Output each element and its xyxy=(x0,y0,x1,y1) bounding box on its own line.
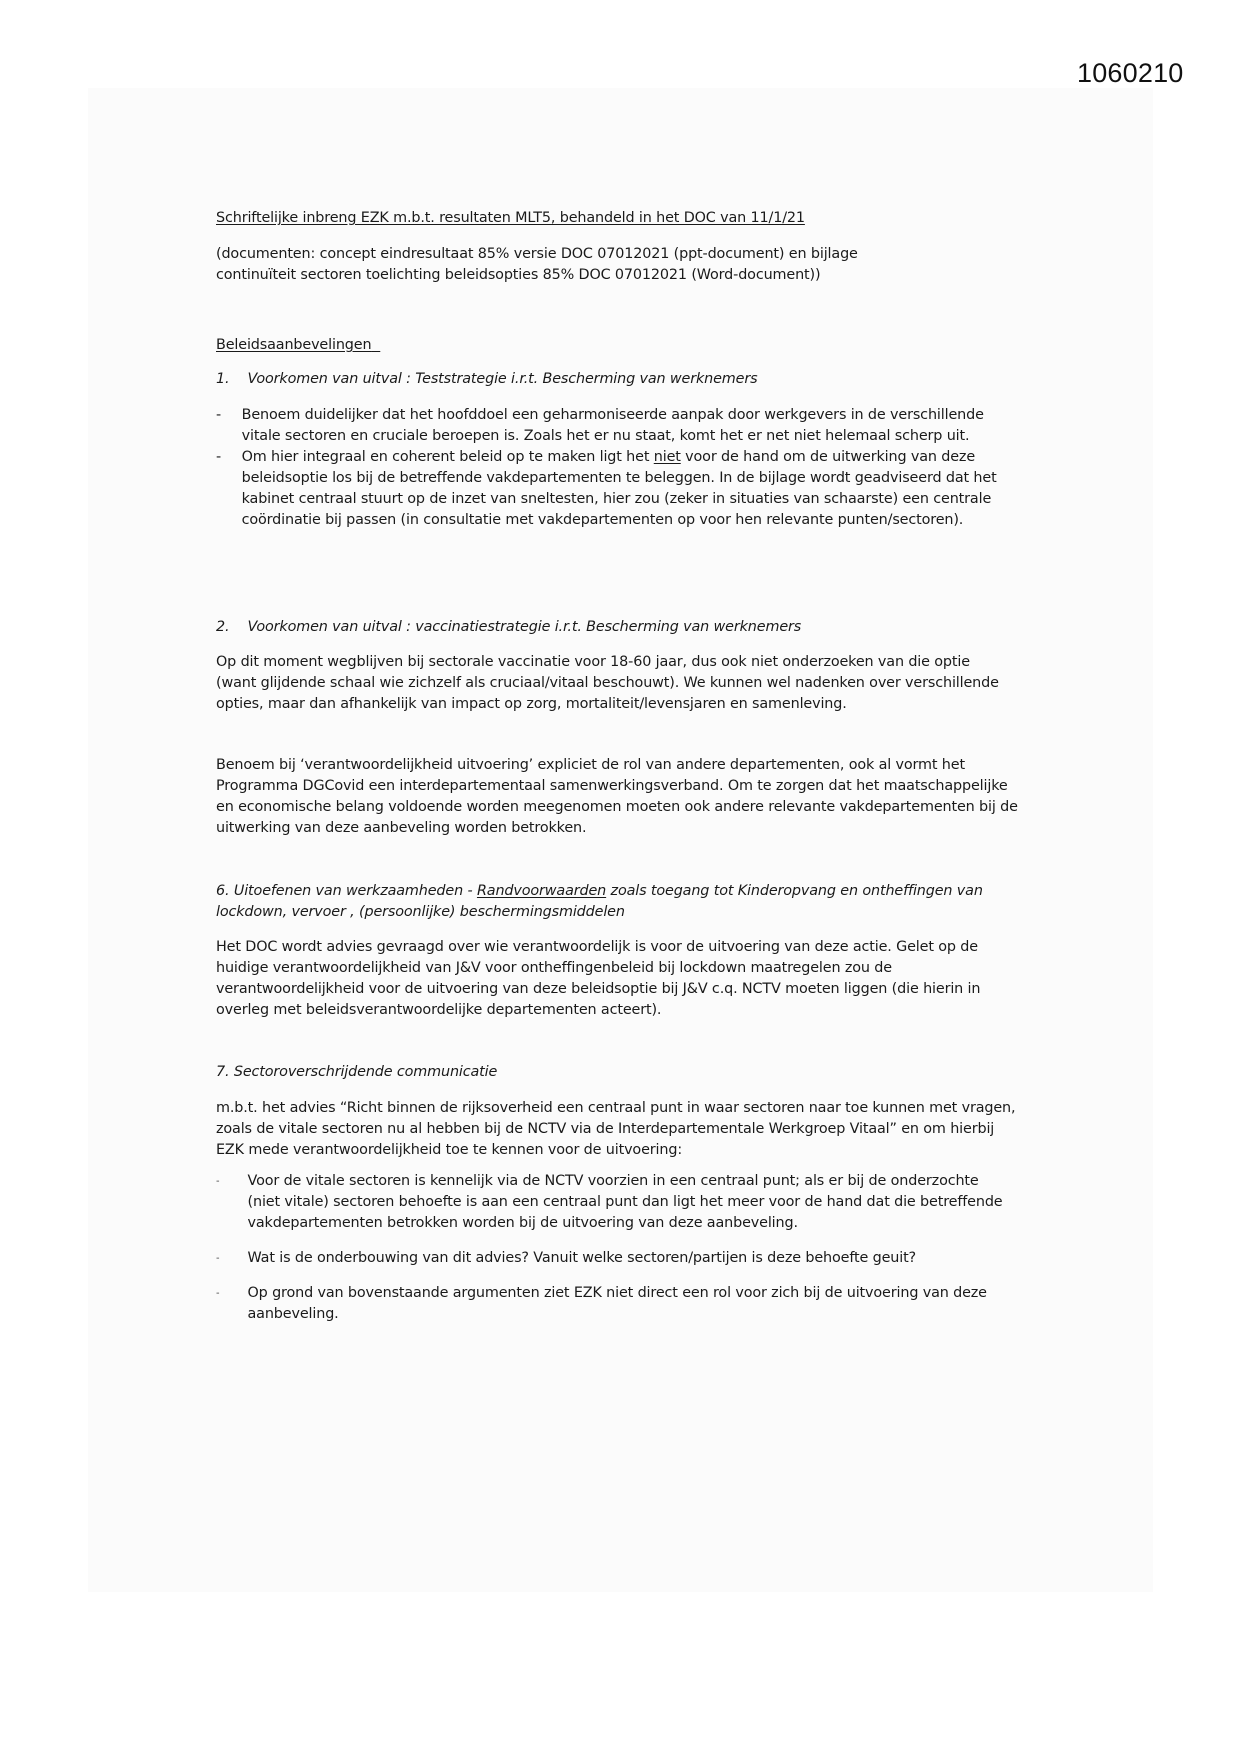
item-6-title-before: 6. Uitoefenen van werkzaamheden - xyxy=(216,882,477,899)
document-title: Schriftelijke inbreng EZK m.b.t. resultaten MLT5, behandeld in het DOC van 11/1/21 xyxy=(216,209,805,226)
bullet-text-before: Om hier integraal en coherent beleid op te maken ligt het xyxy=(241,448,654,465)
documents-note-line-2: continuïteit sectoren toelichting beleidsopties 85% DOC 07012021 (Word-document)) xyxy=(216,266,821,283)
bullet-text: Voor de vitale sectoren is kennelijk via de NCTV voorzien in een centraal punt; als er bij de onderzochte (niet vitale) sectoren behoefte is aan een centraal punt dan ligt het meer voor de hand dat die betreffende vakdepartementen betrokken worden bij de uitvoering van deze aanbeveling. xyxy=(247,1172,1003,1231)
dash-bullet-icon: - xyxy=(216,1288,220,1299)
item-2-title: Voorkomen van uitval : vaccinatiestrategie i.r.t. Bescherming van werknemers xyxy=(247,618,802,635)
item-2-number: 2. xyxy=(216,618,230,635)
item-1-bullets xyxy=(216,404,1004,530)
document-number: 1060210 xyxy=(1077,58,1184,88)
section-heading-text: Beleidsaanbevelingen xyxy=(216,336,372,353)
bullet-text: Op grond van bovenstaande argumenten ziet EZK niet direct een rol voor zich bij de uitvoering van deze aanbeveling. xyxy=(247,1284,987,1322)
dash-bullet-icon: - xyxy=(216,1176,220,1187)
documents-note xyxy=(216,243,1034,285)
item-7-intro: m.b.t. het advies “Richt binnen de rijksoverheid een centraal punt in waar sectoren naar toe kunnen met vragen, zoals de vitale sectoren nu al hebben bij de NCTV via de Interdepartementale Werkgroep Vitaal” en om hierbij EZK mede verantwoordelijkheid toe te kennen voor de uitvoering: xyxy=(216,1099,1016,1158)
item-1-title: Voorkomen van uitval : Teststrategie i.r.t. Bescherming van werknemers xyxy=(247,370,758,387)
item-2-paragraph-2: Benoem bij ‘verantwoordelijkheid uitvoering’ expliciet de rol van andere departementen, ook al vormt het Programma DGCovid een interdepartementaal samenwerkingsverband. Om te zorgen dat het maatschappelijke en economische belang voldoende worden meegenomen moeten ook andere relevante vakdepartementen bij de uitwerking van deze aanbeveling worden betrokken. xyxy=(216,756,1018,836)
item-6-title-emphasis: Randvoorwaarden xyxy=(476,882,607,899)
item-7-bullet xyxy=(216,1247,1004,1268)
bullet-text-emphasis: niet xyxy=(653,448,681,465)
item-1-number: 1. xyxy=(216,370,230,387)
bullet-text: Wat is de onderbouwing van dit advies? Vanuit welke sectoren/partijen is deze behoefte geuit? xyxy=(247,1249,917,1266)
item-7-bullet xyxy=(216,1282,1004,1324)
item-1-bullet xyxy=(216,404,1004,446)
item-1-bullet xyxy=(216,446,1004,530)
item-2-heading xyxy=(216,616,1034,637)
bullet-text: Benoem duidelijker dat het hoofddoel een geharmoniseerde aanpak door werkgevers in de verschillende vitale sectoren en cruciale beroepen is. Zoals het er nu staat, komt het er net niet helemaal scherp uit. xyxy=(241,406,984,444)
item-7-heading: 7. Sectoroverschrijdende communicatie xyxy=(216,1063,498,1080)
item-2-paragraph-1: Op dit moment wegblijven bij sectorale vaccinatie voor 18-60 jaar, dus ook niet onderzoeken van die optie (want glijdende schaal wie zichzelf als cruciaal/vitaal beschouwt). We kunnen wel nadenken over verschillende opties, maar dan afhankelijk van impact op zorg, mortaliteit/levensjaren en samenleving. xyxy=(216,653,999,712)
section-heading xyxy=(216,334,1034,355)
scanned-page xyxy=(88,88,1153,1592)
item-7-bullets xyxy=(216,1170,1004,1324)
dash-bullet-icon: - xyxy=(216,1253,220,1264)
item-6-heading xyxy=(216,880,1004,922)
item-7-bullet xyxy=(216,1170,1004,1233)
item-1-heading xyxy=(216,368,1034,389)
dash-bullet-icon: - xyxy=(216,448,222,465)
dash-bullet-icon: - xyxy=(216,406,222,423)
item-6-title-after: zoals toegang tot Kinderopvang en ontheffingen van lockdown, vervoer , (persoonlijke) beschermingsmiddelen xyxy=(216,882,983,920)
item-6-paragraph: Het DOC wordt advies gevraagd over wie verantwoordelijk is voor de uitvoering van deze actie. Gelet op de huidige verantwoordelijkheid van J&V voor ontheffingenbeleid bij lockdown maatregelen zou de verantwoordelijkheid voor de uitvoering van deze beleidsoptie bij J&V c.q. NCTV moeten liggen (die hierin in overleg met beleidsverantwoordelijke departementen acteert). xyxy=(216,938,981,1018)
bullet-text-after: voor de hand om de uitwerking van deze beleidsoptie los bij de betreffende vakdepartementen te beleggen. In de bijlage wordt geadviseerd dat het kabinet centraal stuurt op de inzet van sneltesten, hier zou (zeker in situaties van schaarste) een centrale coördinatie bij passen (in consultatie met vakdepartementen op voor hen relevante punten/sectoren). xyxy=(241,448,997,528)
documents-note-line-1: (documenten: concept eindresultaat 85% versie DOC 07012021 (ppt-document) en bijlage xyxy=(216,245,858,262)
